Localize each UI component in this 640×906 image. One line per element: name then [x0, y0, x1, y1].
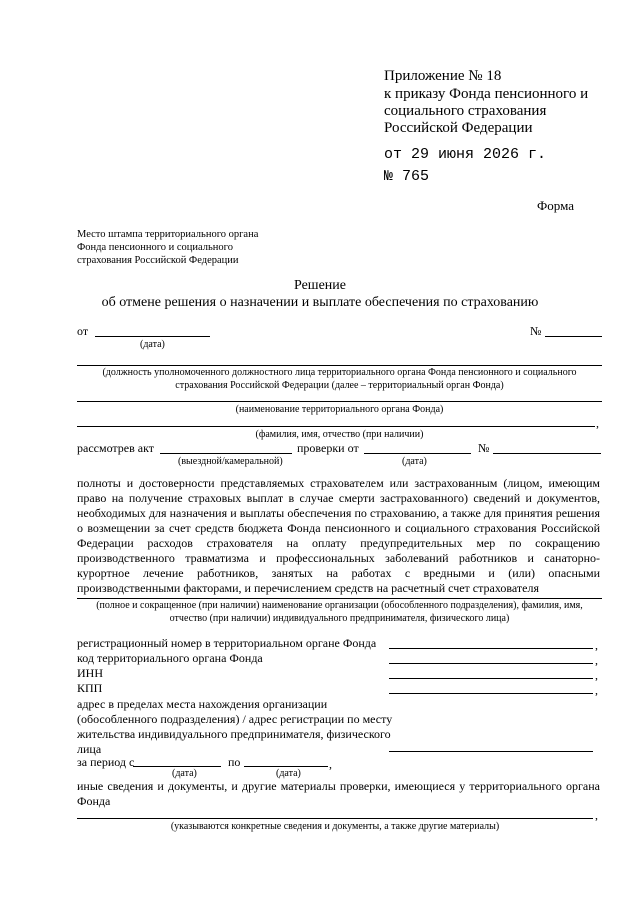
org-name-field[interactable] — [77, 401, 602, 402]
check-date-field[interactable] — [364, 453, 471, 454]
decision-date-caption: (дата) — [140, 339, 165, 350]
act-type-field[interactable] — [160, 453, 292, 454]
reg-number-label: регистрационный номер в территориальном органе Фонда — [77, 636, 377, 650]
fio-caption: (фамилия, имя, отчество (при наличии) — [255, 429, 424, 440]
inn-field[interactable] — [389, 678, 593, 679]
decision-number-field[interactable] — [545, 336, 602, 337]
address-label-1: адрес в пределах места нахождения организации — [77, 697, 328, 711]
insured-caption: (полное и сокращенное (при наличии) наименование организации (обособленного подразделения), фамилия, имя, отчество (при наличии) индивидуального предпринимателя, физического лица) — [96, 600, 583, 624]
act-number-field[interactable] — [493, 453, 601, 454]
period-from-caption: (дата) — [172, 768, 197, 779]
appendix-line-1: Приложение № 18 — [384, 68, 502, 84]
reviewed-act-label: рассмотрев акт — [77, 441, 155, 455]
insured-field[interactable] — [77, 598, 602, 599]
reg-number-field[interactable] — [389, 648, 593, 649]
org-name-caption: (наименование территориального органа Фонда) — [235, 404, 444, 415]
act-type-caption: (выездной/камеральной) — [178, 456, 283, 467]
period-to-caption: (дата) — [276, 768, 301, 779]
inn-label: ИНН — [77, 666, 103, 680]
comma: , — [596, 416, 599, 430]
checks-from-label: проверки от — [297, 441, 359, 455]
doc-title: Решение — [293, 278, 346, 293]
appendix-line-4: Российской Федерации — [384, 120, 533, 136]
official-caption: (должность уполномоченного должностного лица территориального органа Фонда пенсионного и социального страхования Российской Федерации (далее – территориальный орган Фонда) — [102, 367, 577, 391]
comma: , — [595, 683, 598, 697]
period-to-label: по — [228, 755, 241, 769]
comma: , — [595, 668, 598, 682]
period-to-field[interactable] — [244, 766, 328, 767]
period-from-label: за период с — [77, 755, 135, 769]
office-code-label: код территориального органа Фонда — [77, 651, 263, 665]
appendix-number: № 765 — [384, 168, 430, 185]
address-field[interactable] — [389, 751, 593, 752]
period-from-field[interactable] — [133, 766, 221, 767]
official-field[interactable] — [77, 365, 602, 366]
stamp-line-1: Место штампа территориального органа — [77, 229, 259, 240]
address-label-4: лица — [77, 742, 102, 756]
comma: , — [595, 808, 598, 822]
from-label: от — [77, 324, 89, 338]
kpp-label: КПП — [77, 681, 103, 695]
appendix-line-2: к приказу Фонда пенсионного и — [384, 86, 589, 102]
address-label-2: (обособленного подразделения) / адрес регистрации по месту — [77, 712, 393, 726]
materials-field[interactable] — [77, 818, 593, 819]
body-paragraph: полноты и достоверности представляемых страхователем или застрахованным (лицом, имеющим право на получение страховых выплат в случае смерти застрахованного) сведений и документов, необходимых для назначения и выплаты обеспечения по страхованию, а также для принятия решения о возмещении за счет средств бюджета Фонда пенсионного и социального страхования Российской Федерации расходов страхователя на оплату предупредительных мер по сокращению производственного травматизма и профессиональных заболеваний работников и санаторно-курортное лечение работников, занятых на работах с вредными и (или) опасными производственными факторами, и перечислением средств на расчетный счет страхователя — [77, 476, 600, 595]
address-label-3: жительства индивидуального предпринимателя, физического — [77, 727, 391, 741]
doc-subtitle: об отмене решения о назначении и выплате обеспечения по страхованию — [101, 295, 539, 310]
decision-number-label: № — [530, 324, 542, 338]
stamp-line-2: Фонда пенсионного и социального — [77, 242, 233, 253]
appendix-date: от 29 июня 2026 г. — [384, 146, 547, 163]
stamp-line-3: страхования Российской Федерации — [77, 255, 239, 266]
form-label: Форма — [537, 198, 574, 213]
comma: , — [329, 757, 332, 771]
act-number-label: № — [478, 441, 490, 455]
fio-field[interactable] — [77, 426, 595, 427]
materials-caption: (указываются конкретные сведения и документы, а также другие материалы) — [170, 821, 500, 832]
office-code-field[interactable] — [389, 663, 593, 664]
comma: , — [595, 638, 598, 652]
decision-date-field[interactable] — [95, 336, 210, 337]
appendix-line-3: социального страхования — [384, 103, 547, 119]
check-date-caption: (дата) — [402, 456, 427, 467]
other-docs-text: иные сведения и документы, и другие материалы проверки, имеющиеся у территориального органа Фонда — [77, 779, 600, 808]
comma: , — [595, 653, 598, 667]
kpp-field[interactable] — [389, 693, 593, 694]
